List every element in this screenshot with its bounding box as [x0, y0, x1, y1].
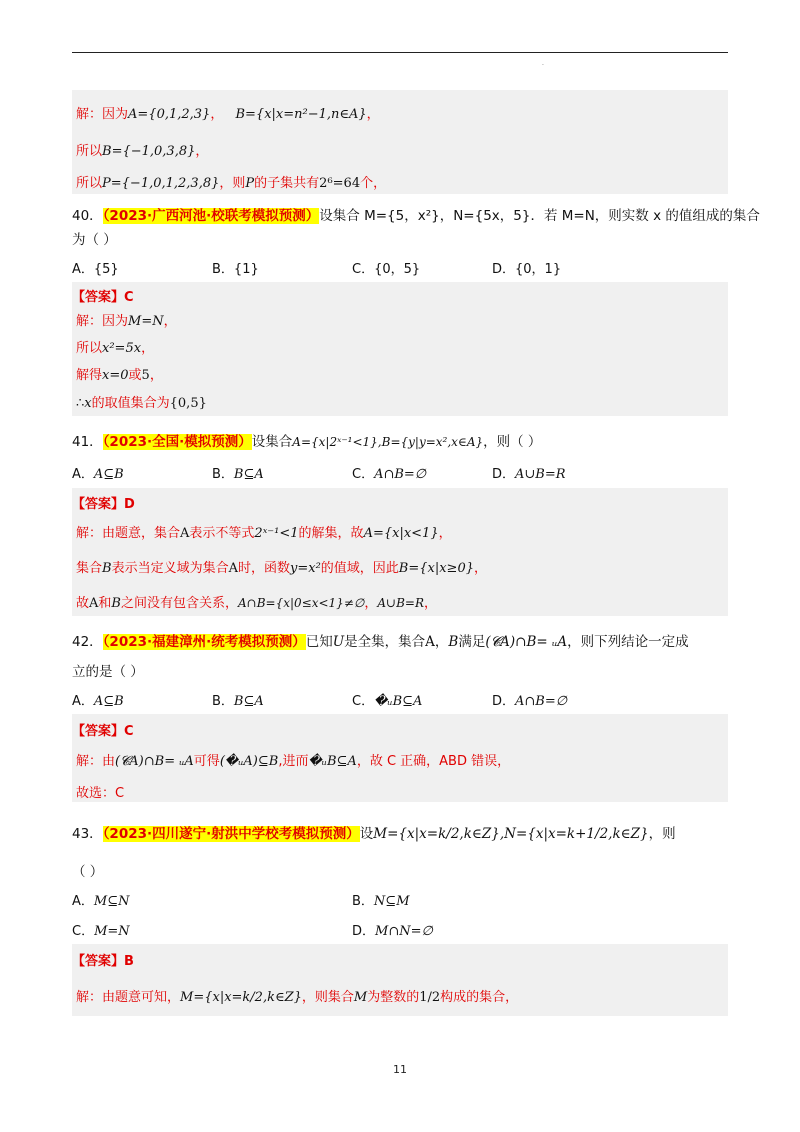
q41-sol-line2: 集合B表示当定义域为集合A时，函数y=x²的值域，因此B={x|x≥0}，: [76, 561, 488, 576]
q43-solution-band: [72, 944, 728, 1016]
q42-source-tag: （2023·福建漳州·统考模拟预测）: [102, 634, 306, 650]
q41-stem: 41．（2023·全国·模拟预测）设集合A={x|2ˣ⁻¹<1},B={y|y=x²,x∈A}，则（ ）: [72, 434, 542, 450]
header-dot: ·: [542, 62, 544, 69]
q42-option-b: B．B⊆A: [212, 694, 264, 709]
q41-option-d: D．A∪B=R: [492, 467, 566, 482]
q43-option-a: A．M⊆N: [72, 894, 130, 909]
q42-stem-line2: 立的是（ ）: [72, 664, 144, 680]
q40-sol-line3: 解得x=0或5，: [76, 368, 163, 383]
q40-stem-line1: 40．（2023·广西河池·校联考模拟预测）设集合 M={5，x²}，N={5x，5}．若 M=N，则实数 x 的值组成的集合: [72, 208, 760, 224]
q43-sol-line1: 解：由题意可知，M={x|x=k/2,k∈Z}，则集合M为整数的1/2构成的集合，: [76, 990, 519, 1005]
q41-option-b: B．B⊆A: [212, 467, 264, 482]
q42-option-c: C．�ᵤB⊆A: [352, 694, 423, 709]
q43-stem-line2: （ ）: [72, 864, 104, 880]
q42-option-a: A．A⊆B: [72, 694, 124, 709]
q40-option-a: A．{5}: [72, 262, 119, 277]
q40-sol-line4: ∴x的取值集合为{0,5}: [76, 396, 207, 411]
q40-stem-line2: 为（ ）: [72, 232, 117, 248]
q39-sol-line3: 所以P={−1,0,1,2,3,8}，则P的子集共有2⁶=64个，: [76, 176, 387, 191]
q41-source-tag: （2023·全国·模拟预测）: [102, 434, 252, 450]
q41-answer: 【答案】D: [72, 497, 135, 512]
q40-answer: 【答案】C: [72, 290, 134, 305]
q43-option-c: C．M=N: [72, 924, 130, 939]
q40-option-b: B．{1}: [212, 262, 259, 277]
q39-sol-line2: 所以B={−1,0,3,8}，: [76, 144, 209, 159]
q42-sol-line1: 解：由(𝓒A)∩B= ᵤA可得(�ᵤA)⊆B,进而�ᵤB⊆A，故 C 正确，ABD 错误，: [76, 754, 511, 769]
q40-sol-line2: 所以x²=5x，: [76, 341, 155, 356]
q42-stem-line1: 42．（2023·福建漳州·统考模拟预测）已知U是全集，集合A，B满足(𝓒A)∩B= ᵤA，则下列结论一定成: [72, 634, 689, 650]
q42-sol-line2: 故选：C: [76, 786, 125, 801]
q41-sol-line3: 故A和B之间没有包含关系，A∩B={x|0≤x<1}≠∅，A∪B=R，: [76, 596, 437, 611]
q39-sol-line1: 解：因为A={0,1,2,3}， B={x|x=n²−1,n∈A}，: [76, 107, 380, 122]
q40-option-d: D．{0，1}: [492, 262, 562, 277]
q43-stem-line1: 43．（2023·四川遂宁·射洪中学校考模拟预测）设M={x|x=k/2,k∈Z},N={x|x=k+1/2,k∈Z}，则: [72, 826, 676, 842]
q42-answer: 【答案】C: [72, 724, 134, 739]
q41-option-c: C．A∩B=∅: [352, 467, 427, 482]
q42-option-d: D．A∩B=∅: [492, 694, 568, 709]
q40-sol-line1: 解：因为M=N，: [76, 314, 177, 329]
header-rule: [72, 52, 728, 53]
q43-option-d: D．M∩N=∅: [352, 924, 433, 939]
page-number: 11: [393, 1063, 407, 1076]
q43-answer: 【答案】B: [72, 954, 134, 969]
q40-option-c: C．{0，5}: [352, 262, 421, 277]
q43-option-b: B．N⊆M: [352, 894, 410, 909]
q43-source-tag: （2023·四川遂宁·射洪中学校考模拟预测）: [102, 826, 360, 842]
q40-source-tag: （2023·广西河池·校联考模拟预测）: [102, 208, 320, 224]
q41-option-a: A．A⊆B: [72, 467, 124, 482]
q41-sol-line1: 解：由题意，集合A表示不等式2ˣ⁻¹<1的解集，故A={x|x<1}，: [76, 526, 452, 541]
